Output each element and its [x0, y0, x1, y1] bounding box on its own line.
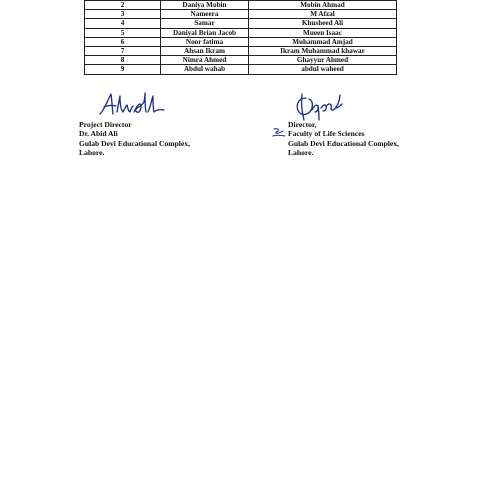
table-row — [85, 65, 397, 74]
table-row — [85, 10, 397, 19]
project-director-signature — [98, 90, 166, 120]
father-name-cell: Khusheed Ali — [249, 19, 397, 28]
row-number-cell: 6 — [85, 37, 161, 46]
student-name-cell: Abdul wahab — [161, 65, 249, 74]
table-row — [85, 1, 397, 10]
project-director-organization: Gulab Devi Educational Complex, — [79, 138, 190, 148]
student-name-cell: Samar — [161, 19, 249, 28]
row-number-cell: 4 — [85, 19, 161, 28]
student-name-cell: Ahsan Ikram — [161, 46, 249, 55]
director-department: Faculty of Life Sciences — [288, 129, 365, 139]
student-name-cell: Daniyal Brian Jacob — [161, 28, 249, 37]
student-name-cell: Nimra Ahmed — [161, 56, 249, 65]
father-name-cell: M Afzal — [249, 10, 397, 19]
row-number-cell: 5 — [85, 28, 161, 37]
director-signature — [292, 90, 344, 122]
project-director-block — [79, 120, 190, 158]
student-table — [84, 0, 397, 75]
table-row — [85, 37, 397, 46]
project-director-name: Dr. Abid Ali — [79, 129, 118, 139]
row-number-cell: 8 — [85, 56, 161, 65]
project-director-title: Project Director — [79, 120, 132, 129]
student-name-cell: Noor fatima — [161, 37, 249, 46]
director-title: Director, — [288, 120, 317, 129]
row-number-cell: 3 — [85, 10, 161, 19]
row-number-cell: 2 — [85, 1, 161, 10]
director-organization: Gulab Devi Educational Complex, — [288, 138, 399, 148]
table-row — [85, 19, 397, 28]
father-name-cell: abdul waheed — [249, 65, 397, 74]
row-number-cell: 7 — [85, 46, 161, 55]
father-name-cell: Mobin Ahmad — [249, 1, 397, 10]
director-city: Lahore. — [288, 148, 314, 158]
table-row — [85, 46, 397, 55]
student-name-cell: Daniya Mobin — [161, 1, 249, 10]
father-name-cell: Ikram Muhammad khawar — [249, 46, 397, 55]
project-director-city: Lahore. — [79, 148, 105, 158]
row-number-cell: 9 — [85, 65, 161, 74]
table-row — [85, 56, 397, 65]
initials-mark — [271, 127, 287, 139]
student-table-body — [85, 1, 397, 75]
table-row — [85, 28, 397, 37]
student-table-container — [84, 0, 396, 75]
father-name-cell: Ghayyur Ahmed — [249, 56, 397, 65]
father-name-cell: Mueen Isaac — [249, 28, 397, 37]
student-name-cell: Nameera — [161, 10, 249, 19]
father-name-cell: Muhammad Amjad — [249, 37, 397, 46]
director-block — [288, 120, 399, 158]
